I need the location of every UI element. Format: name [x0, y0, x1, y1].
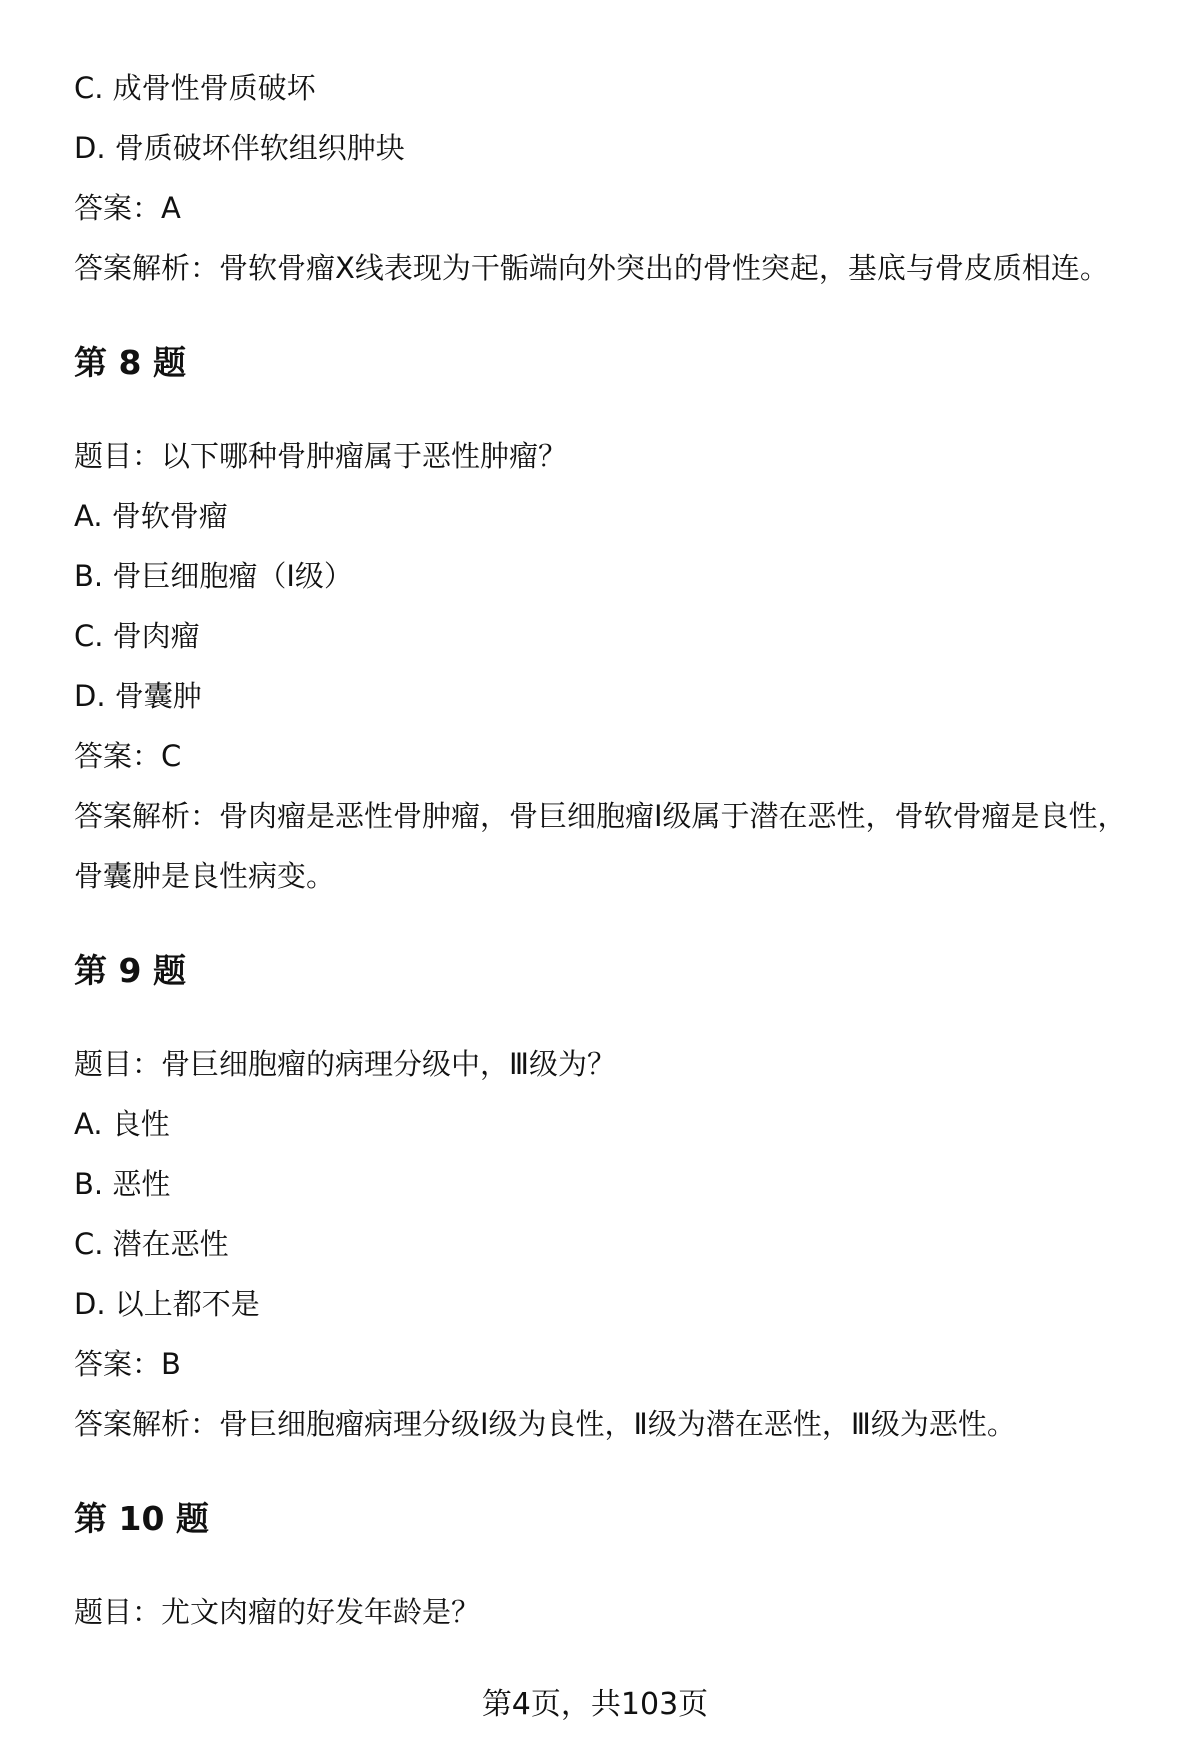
- q8-explanation: 答案解析：骨肉瘤是恶性骨肿瘤，骨巨细胞瘤Ⅰ级属于潜在恶性，骨软骨瘤是良性，骨囊肿是良性病变。: [74, 799, 1127, 893]
- q7-answer: 答案：A: [74, 191, 181, 225]
- q7-option-d: D. 骨质破坏伴软组织肿块: [74, 131, 405, 165]
- q9-option-b: B. 恶性: [74, 1167, 171, 1201]
- q8-option-d: D. 骨囊肿: [74, 679, 202, 713]
- q10-question: 题目：尤文肉瘤的好发年龄是？: [74, 1595, 481, 1629]
- q8-option-b: B. 骨巨细胞瘤（Ⅰ级）: [74, 559, 353, 593]
- q9-explanation: 答案解析：骨巨细胞瘤病理分级Ⅰ级为良性，Ⅱ级为潜在恶性，Ⅲ级为恶性。: [74, 1407, 1016, 1441]
- q9-option-c: C. 潜在恶性: [74, 1227, 229, 1261]
- q8-question: 题目：以下哪种骨肿瘤属于恶性肿瘤？: [74, 439, 568, 473]
- q8-heading: 第 8 题: [74, 343, 186, 382]
- page-number-footer: 第4页，共103页: [481, 1687, 709, 1722]
- q9-option-a: A. 良性: [74, 1107, 170, 1141]
- q9-answer: 答案：B: [74, 1347, 181, 1381]
- q8-answer: 答案：C: [74, 739, 182, 773]
- q8-option-c: C. 骨肉瘤: [74, 619, 200, 653]
- q9-heading: 第 9 题: [74, 951, 186, 990]
- q10-heading: 第 10 题: [74, 1499, 209, 1538]
- q8-option-a: A. 骨软骨瘤: [74, 499, 228, 533]
- document-page: [74, 58, 1144, 1642]
- q9-question: 题目：骨巨细胞瘤的病理分级中，Ⅲ级为？: [74, 1047, 616, 1081]
- q7-option-c: C. 成骨性骨质破坏: [74, 71, 316, 105]
- q7-explanation: 答案解析：骨软骨瘤X线表现为干骺端向外突出的骨性突起，基底与骨皮质相连。: [74, 251, 1109, 285]
- q9-option-d: D. 以上都不是: [74, 1287, 260, 1321]
